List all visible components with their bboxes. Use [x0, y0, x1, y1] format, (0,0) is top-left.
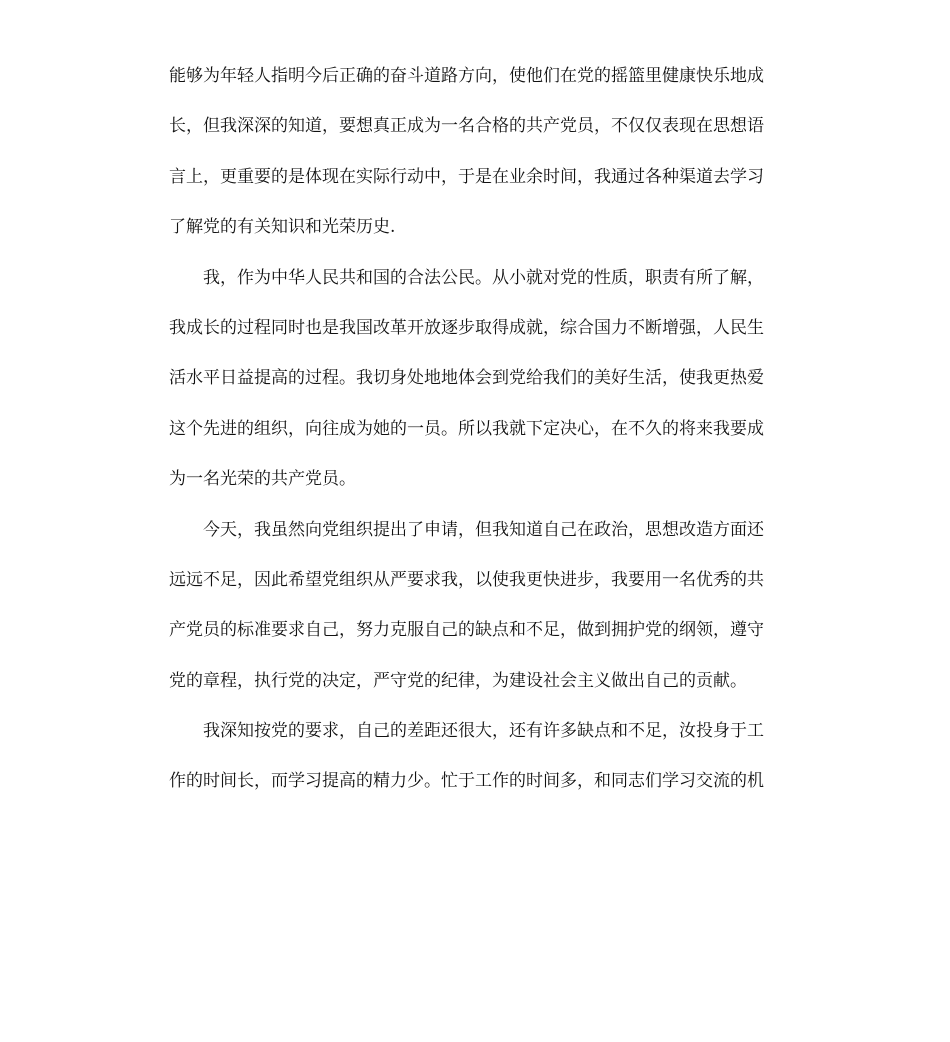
text-line: 长，但我深深的知道，要想真正成为一名合格的共产党员，不仅仅表现在思想语: [169, 116, 764, 137]
paragraph-1: [169, 51, 773, 253]
text-line: 活水平日益提高的过程。我切身处地地体会到党给我们的美好生活，使我更热爱: [169, 368, 764, 389]
text-line: 言上，更重要的是体现在实际行动中，于是在业余时间，我通过各种渠道去学习: [169, 166, 764, 187]
text-line: 为一名光荣的共产党员。: [169, 469, 356, 490]
text-line: 产党员的标准要求自己，努力克服自己的缺点和不足，做到拥护党的纲领，遵守: [169, 620, 764, 641]
text-line: 作的时间长，而学习提高的精力少。忙于工作的时间多，和同志们学习交流的机: [169, 771, 764, 792]
text-line: 我成长的过程同时也是我国改革开放逐步取得成就，综合国力不断增强，人民生: [169, 317, 764, 338]
text-line: 我，作为中华人民共和国的合法公民。从小就对党的性质，职责有所了解，: [203, 267, 764, 288]
paragraph-2: [169, 253, 773, 505]
document-body: [169, 51, 773, 807]
text-line: 今天，我虽然向党组织提出了申请，但我知道自己在政治，思想改造方面还: [203, 519, 764, 540]
text-line: 党的章程，执行党的决定，严守党的纪律，为建设社会主义做出自己的贡献。: [169, 670, 747, 691]
text-line: 能够为年轻人指明今后正确的奋斗道路方向，使他们在党的摇篮里健康快乐地成: [169, 66, 764, 86]
text-line: 我深知按党的要求，自己的差距还很大，还有许多缺点和不足，汝投身于工: [203, 721, 764, 742]
paragraph-4: [169, 706, 773, 807]
text-line: 了解党的有关知识和光荣历史.: [169, 217, 396, 238]
text-line: 这个先进的组织，向往成为她的一员。所以我就下定决心，在不久的将来我要成: [169, 418, 764, 439]
text-line: 远远不足，因此希望党组织从严要求我，以使我更快进步，我要用一名优秀的共: [169, 569, 764, 590]
paragraph-3: [169, 505, 773, 707]
